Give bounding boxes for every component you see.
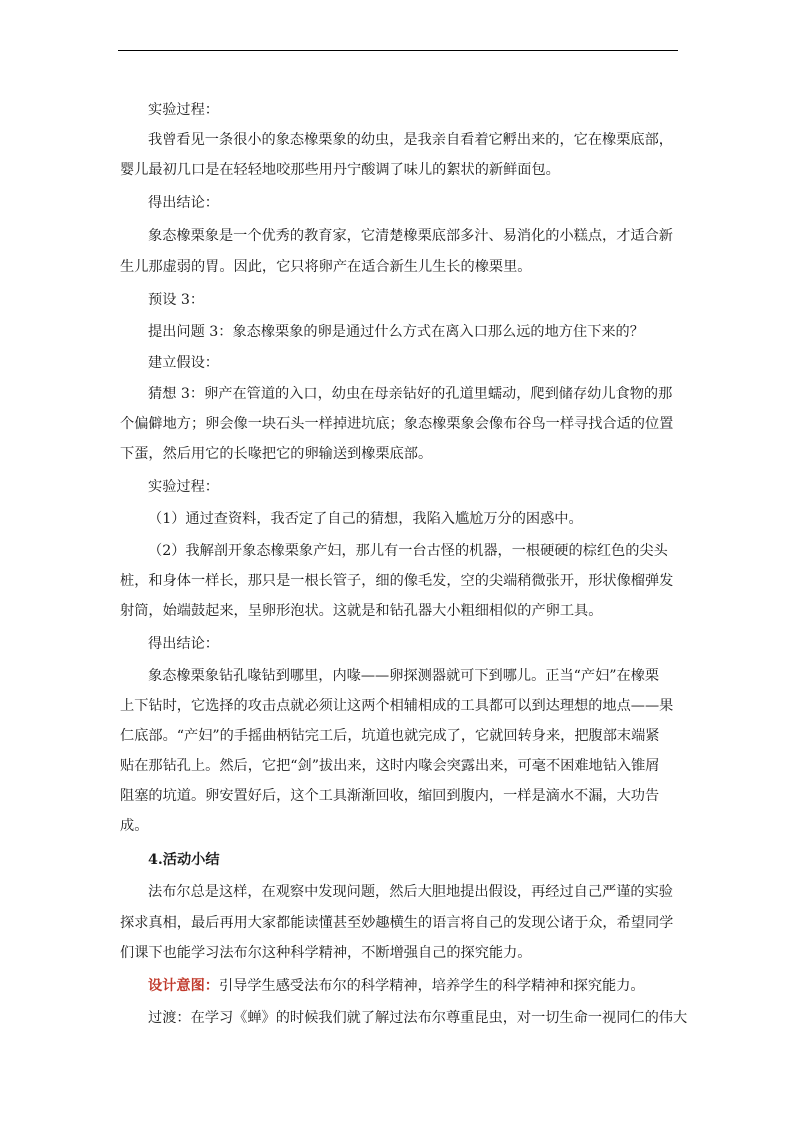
paragraph-line: 象态橡栗象是一个优秀的教育家，它清楚橡栗底部多汁、易消化的小糕点，才适合新 (148, 228, 673, 244)
paragraph-line: 猜想 3：卵产在管道的入口，幼虫在母亲钻好的孔道里蠕动，爬到储存幼儿食物的那 (148, 386, 673, 402)
paragraph-line: 成。 (120, 818, 149, 834)
design-intent-line (148, 976, 645, 996)
paragraph-heading: 得出结论： (148, 636, 219, 652)
paragraph-line: 们课下也能学习法布尔这种科学精神，不断增强自己的探究能力。 (120, 945, 532, 961)
paragraph-heading: 实验过程： (148, 479, 219, 495)
paragraph-line: 生儿那虚弱的胃。因此，它只将卵产在适合新生儿生长的橡栗里。 (120, 259, 532, 275)
paragraph-line: 贴在那钻孔上。然后，它把“剑”拔出来，这时内喙会突露出来，可毫不困难地钻入锥屑 (120, 758, 660, 774)
paragraph-line: 阻塞的坑道。卵安置好后，这个工具渐渐回收，缩回到腹内，一样是滴水不漏，大功告 (120, 788, 660, 804)
paragraph-line: 探求真相，最后再用大家都能读懂甚至妙趣横生的语言将自己的发现公诸于众，希望同学 (120, 915, 674, 931)
paragraph-line: 下蛋，然后用它的长喙把它的卵输送到橡栗底部。 (120, 446, 433, 462)
design-intent-label: 设计意图： (148, 978, 219, 994)
paragraph-line: 仁底部。“产妇”的手摇曲柄钻完工后，坑道也就完成了，它就回转身来，把腹部末端紧 (120, 728, 660, 744)
paragraph-heading: 预设 3： (148, 292, 205, 308)
paragraph-line: 桩，和身体一样长，那只是一根长管子，细的像毛发，空的尖端稍微张开，形状像榴弹发 (120, 573, 674, 589)
section-heading: 4.活动小结 (148, 852, 220, 868)
paragraph-line: 射筒，始端鼓起来，呈卵形泡状。这就是和钻孔器大小粗细相似的产卵工具。 (120, 603, 603, 619)
paragraph-line: 象态橡栗象钻孔喙钻到哪里，内喙——卵探测器就可下到哪儿。正当“产妇”在橡栗 (148, 668, 660, 684)
paragraph-heading: 建立假设： (148, 355, 219, 371)
paragraph-line: （2）我解剖开象态橡栗象产妇，那儿有一台古怪的机器，一根硬硬的棕红色的尖头 (148, 543, 668, 559)
paragraph-line: 过渡：在学习《蝉》的时候我们就了解过法布尔尊重昆虫，对一切生命一视同仁的伟大 (148, 1010, 688, 1026)
paragraph-line: 上下钻时，它选择的攻击点就必须让这两个相辅相成的工具都可以到达理想的地点——果 (120, 698, 674, 714)
paragraph-line: 提出问题 3：象态橡栗象的卵是通过什么方式在离入口那么远的地方住下来的？ (148, 324, 644, 340)
paragraph-heading: 得出结论： (148, 195, 219, 211)
design-intent-text: 引导学生感受法布尔的科学精神，培养学生的科学精神和探究能力。 (218, 978, 645, 994)
paragraph-line: 个偏僻地方；卵会像一块石头一样掉进坑底；象态橡栗象会像布谷鸟一样寻找合适的位置 (120, 416, 674, 432)
paragraph-line: 婴儿最初几口是在轻轻地咬那些用丹宁酸调了味儿的絮状的新鲜面包。 (120, 162, 560, 178)
paragraph-line: 法布尔总是这样，在观察中发现问题，然后大胆地提出假设，再经过自己严谨的实验 (148, 884, 673, 900)
paragraph-heading: 实验过程： (148, 102, 219, 118)
paragraph-line: 我曾看见一条很小的象态橡栗象的幼虫，是我亲自看着它孵出来的，它在橡栗底部， (148, 132, 673, 148)
paragraph-line: （1）通过查资料，我否定了自己的猜想，我陷入尴尬万分的困惑中。 (148, 511, 583, 527)
